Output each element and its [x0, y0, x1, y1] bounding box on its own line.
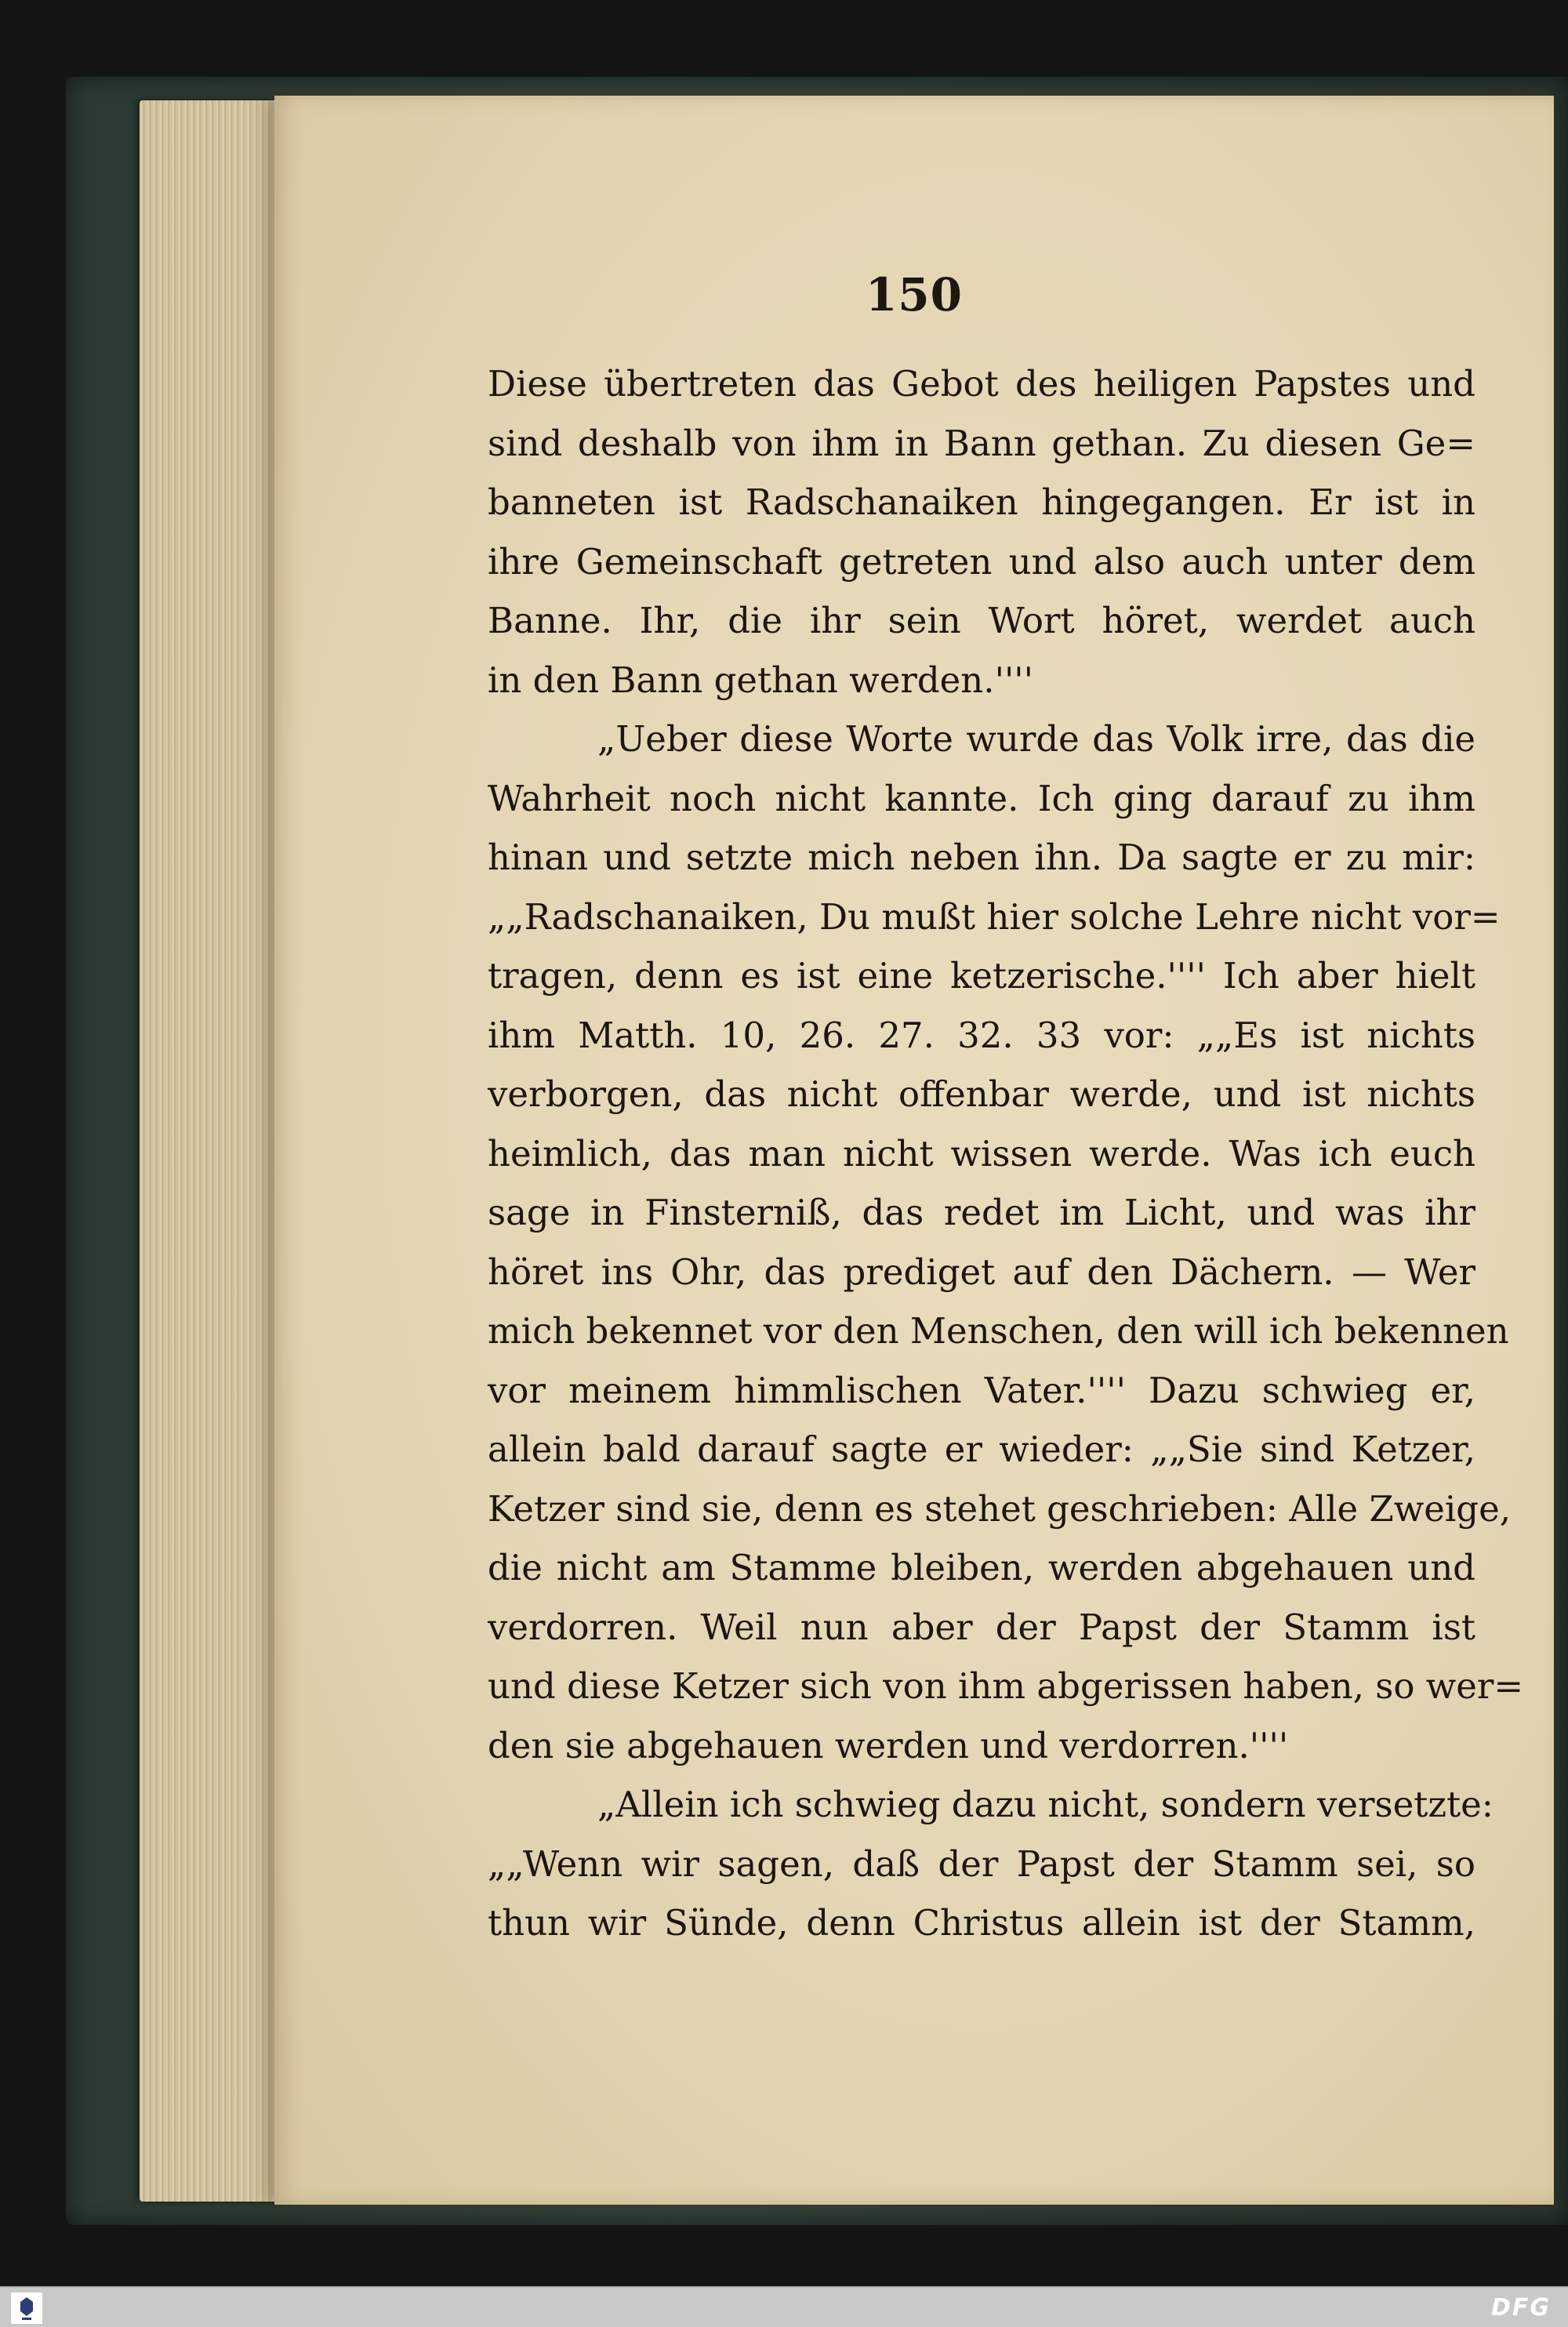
text-line: thun wir Sünde, denn Christus allein ist der Stamm,: [488, 1902, 1475, 1944]
text-line: und diese Ketzer sich von ihm abgerissen haben, so wer=: [488, 1665, 1524, 1707]
text-line: sage in Finsterniß, das redet im Licht, und was ihr: [488, 1192, 1475, 1233]
text-line: „Allein ich schwieg dazu nicht, sondern versetzte:: [597, 1784, 1494, 1825]
text-line: allein bald darauf sagte er wieder: „„Sie sind Ketzer,: [488, 1429, 1475, 1470]
text-line: banneten ist Radschanaiken hingegangen. Er ist in: [488, 481, 1475, 523]
text-line: den sie abgehauen werden und verdorren.'''': [488, 1724, 1289, 1766]
text-line: Ketzer sind sie, denn es stehet geschrieben: Alle Zweige,: [488, 1487, 1512, 1530]
text-line: tragen, denn es ist eine ketzerische.'''' Ich aber hielt: [488, 955, 1475, 997]
text-line: verdorren. Weil nun aber der Papst der Stamm ist: [488, 1606, 1475, 1648]
text-line: „„Radschanaiken, Du mußt hier solche Lehre nicht vor=: [488, 895, 1501, 938]
page-edges: [140, 100, 281, 2202]
text-line: die nicht am Stamme bleiben, werden abgehauen und: [488, 1547, 1475, 1588]
text-line: vor meinem himmlischen Vater.'''' Dazu schwieg er,: [488, 1369, 1475, 1411]
dfg-logo: DFG: [1490, 2294, 1551, 2322]
text-line: „Ueber diese Worte wurde das Volk irre, das die: [597, 718, 1475, 760]
text-line: mich bekennet vor den Menschen, den will ich bekennen: [488, 1310, 1509, 1352]
text-line: Wahrheit noch nicht kannte. Ich ging darauf zu ihm: [488, 777, 1475, 819]
text-line: höret ins Ohr, das prediget auf den Dächern. — Wer: [488, 1251, 1475, 1293]
text-line: Banne. Ihr, die ihr sein Wort höret, werdet auch: [488, 600, 1475, 641]
book-page: [274, 96, 1554, 2205]
text-line: in den Bann gethan werden.'''': [488, 659, 1034, 701]
text-line: verborgen, das nicht offenbar werde, und ist nichts: [488, 1073, 1475, 1115]
viewer-footer-bar: [0, 2286, 1568, 2327]
text-line: „„Wenn wir sagen, daß der Papst der Stamm sei, so: [488, 1842, 1475, 1885]
text-line: hinan und setzte mich neben ihn. Da sagte er zu mir:: [488, 837, 1475, 878]
body-text: [488, 354, 1524, 1953]
library-crest-icon: [11, 2293, 42, 2324]
page-number: 150: [865, 268, 964, 321]
text-line: Diese übertreten das Gebot des heiligen Papstes und: [488, 363, 1475, 405]
text-line: ihm Matth. 10, 26. 27. 32. 33 vor: „„Es ist nichts: [488, 1014, 1475, 1056]
text-line: ihre Gemeinschaft getreten und also auch unter dem: [488, 540, 1475, 583]
text-line: heimlich, das man nicht wissen werde. Was ich euch: [488, 1132, 1475, 1174]
text-line: sind deshalb von ihm in Bann gethan. Zu diesen Ge=: [488, 422, 1475, 464]
